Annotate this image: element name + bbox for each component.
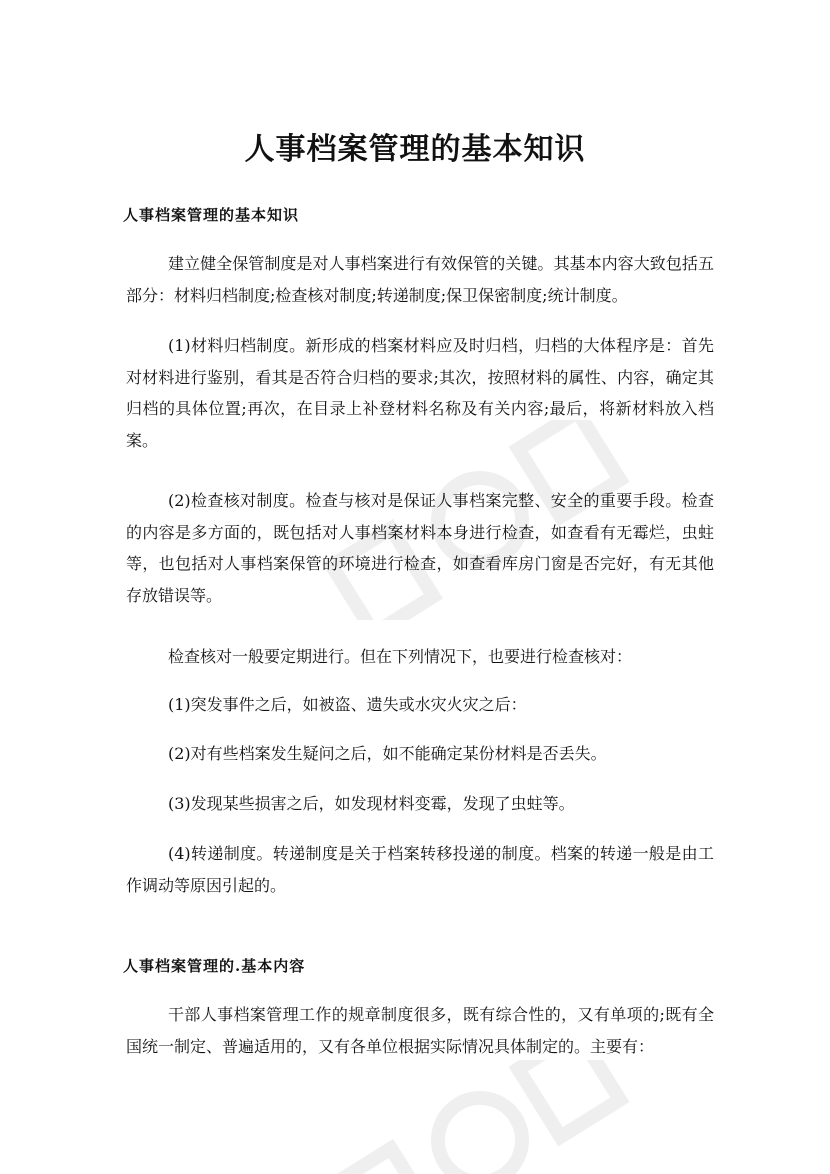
paragraph: 干部人事档案管理工作的规章制度很多，既有综合性的，又有单项的;既有全国统一制定、普遍适用的，又有各单位根据实际情况具体制定的。主要有：: [126, 1005, 714, 1056]
paragraph: (1)材料归档制度。新形成的档案材料应及时归档，归档的大体程序是：首先对材料进行鉴别，看其是否符合归档的要求;其次，按照材料的属性、内容，确定其归档的具体位置;再次，在目录上补登材料名称及有关内容;最后，将新材料放入档案。: [126, 336, 714, 450]
list-item: (2)对有些档案发生疑问之后，如不能确定某份材料是否丢失。: [168, 744, 607, 763]
section-heading-1: 人事档案管理的基本知识: [123, 206, 300, 224]
paragraph: 建立健全保管制度是对人事档案进行有效保管的关键。其基本内容大致包括五部分：材料归档制度;检查核对制度;转递制度;保卫保密制度;统计制度。: [126, 254, 714, 305]
paragraph: (2)检查核对制度。检查与核对是保证人事档案完整、安全的重要手段。检查的内容是多方面的，既包括对人事档案材料本身进行检查，如查看有无霉烂，虫蛀等，也包括对人事档案保管的环境进行检查，如查看库房门窗是否完好，有无其他存放错误等。: [126, 491, 714, 605]
paragraph: 检查核对一般要定期进行。但在下列情况下，也要进行检查核对：: [168, 647, 633, 666]
list-item: (3)发现某些损害之后，如发现材料变霉，发现了虫蛀等。: [168, 794, 575, 813]
section-heading-2: 人事档案管理的.基本内容: [123, 957, 306, 975]
list-item: (1)突发事件之后，如被盗、遗失或水灾火灾之后：: [168, 695, 527, 714]
stamp-watermark-icon: [300, 1060, 660, 1174]
paragraph: (4)转递制度。转递制度是关于档案转移投递的制度。档案的转递一般是由工作调动等原因引起的。: [126, 844, 714, 895]
page-title: 人事档案管理的基本知识: [244, 132, 586, 167]
